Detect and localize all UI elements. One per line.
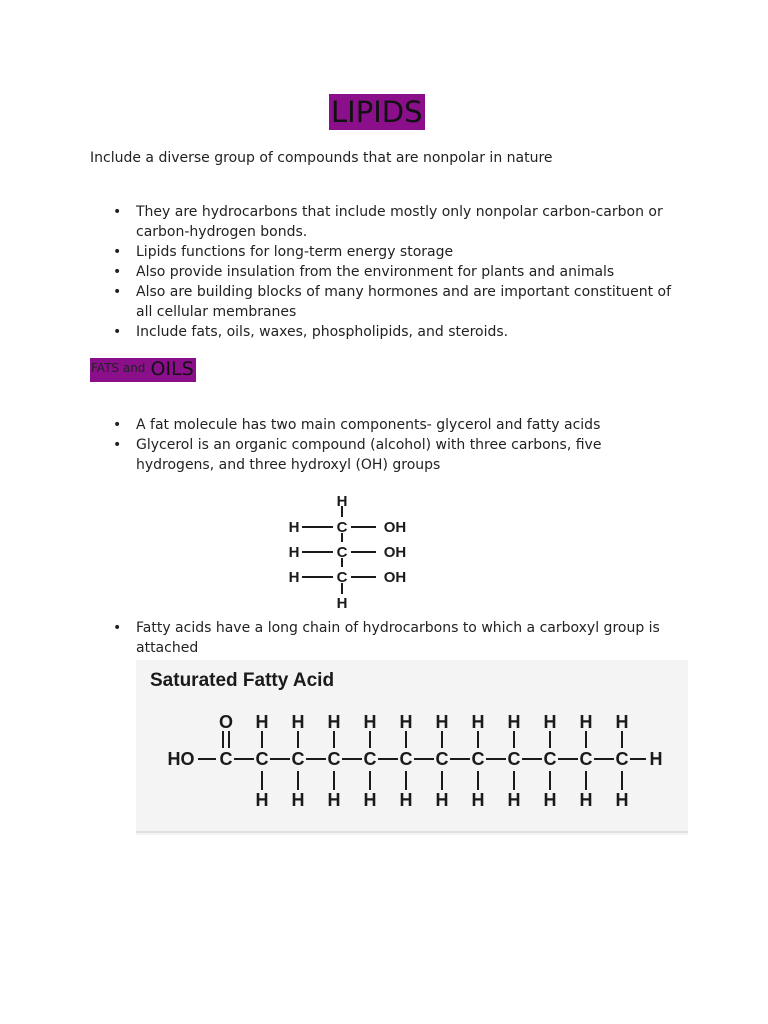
diagram-heading: Saturated Fatty Acid	[150, 670, 335, 691]
atom-h: H	[579, 790, 593, 810]
section-heading-small: FATS and	[91, 361, 146, 375]
atom-h: H	[336, 493, 348, 510]
atom-h: H	[471, 712, 485, 732]
list-item: • Also are building blocks of many hormones and are important constituent of all cellular membranes	[136, 282, 676, 322]
section-heading-big: OILS	[150, 358, 194, 380]
atom-h: H	[255, 712, 269, 732]
atom-c: C	[327, 749, 341, 769]
atom-c: C	[363, 749, 377, 769]
atom-c: C	[435, 749, 449, 769]
list-item: • Glycerol is an organic compound (alcohol) with three carbons, five hydrogens, and three hydroxyl (OH) groups	[136, 435, 636, 475]
atom-c: C	[507, 749, 521, 769]
atom-h: H	[255, 790, 269, 810]
atom-c: C	[336, 569, 348, 586]
list-item: • Also provide insulation from the environment for plants and animals	[136, 262, 676, 282]
fat-components-list	[136, 415, 636, 475]
atom-h: H	[579, 712, 593, 732]
atom-h: H	[288, 544, 300, 561]
atom-c: C	[336, 519, 348, 536]
atom-h: H	[327, 790, 341, 810]
list-item: • Lipids functions for long-term energy storage	[136, 242, 676, 262]
glycerol-structure-diagram	[278, 490, 428, 615]
atom-h: H	[336, 595, 348, 612]
atom-oh: OH	[383, 519, 407, 536]
atom-h: H	[471, 790, 485, 810]
atom-h: H	[288, 569, 300, 586]
atom-h: H	[615, 790, 629, 810]
atom-oh: OH	[383, 544, 407, 561]
atom-h: H	[288, 519, 300, 536]
atom-h: H	[363, 712, 377, 732]
atom-c: C	[336, 544, 348, 561]
atom-h: H	[507, 712, 521, 732]
atom-h: H	[543, 790, 557, 810]
atom-h: H	[649, 749, 663, 769]
section-heading-fats-oils	[90, 358, 196, 382]
atom-c: C	[399, 749, 413, 769]
atom-h: H	[615, 712, 629, 732]
atom-h: H	[399, 790, 413, 810]
fatty-acid-list	[136, 618, 666, 658]
atom-h: H	[435, 712, 449, 732]
atom-ho: HO	[167, 749, 195, 769]
atom-o: O	[218, 712, 234, 732]
atom-h: H	[327, 712, 341, 732]
atom-c: C	[615, 749, 629, 769]
atom-c: C	[471, 749, 485, 769]
atom-h: H	[543, 712, 557, 732]
atom-c: C	[579, 749, 593, 769]
list-item: • They are hydrocarbons that include mostly only nonpolar carbon-carbon or carbon-hydrogen bonds.	[136, 202, 676, 242]
atom-oh: OH	[383, 569, 407, 586]
atom-c: C	[219, 749, 233, 769]
atom-c: C	[543, 749, 557, 769]
list-item: • A fat molecule has two main components- glycerol and fatty acids	[136, 415, 636, 435]
list-item: • Fatty acids have a long chain of hydrocarbons to which a carboxyl group is attached	[136, 618, 666, 658]
atom-c: C	[291, 749, 305, 769]
list-item: • Include fats, oils, waxes, phospholipids, and steroids.	[136, 322, 676, 342]
atom-c: C	[255, 749, 269, 769]
intro-text: Include a diverse group of compounds that are nonpolar in nature	[90, 150, 553, 166]
atom-h: H	[363, 790, 377, 810]
lipid-facts-list	[136, 202, 676, 342]
atom-h: H	[435, 790, 449, 810]
atom-h: H	[291, 790, 305, 810]
atom-h: H	[507, 790, 521, 810]
page-title: LIPIDS	[331, 95, 423, 129]
saturated-fatty-acid-diagram	[136, 660, 688, 835]
atom-h: H	[399, 712, 413, 732]
atom-h: H	[291, 712, 305, 732]
